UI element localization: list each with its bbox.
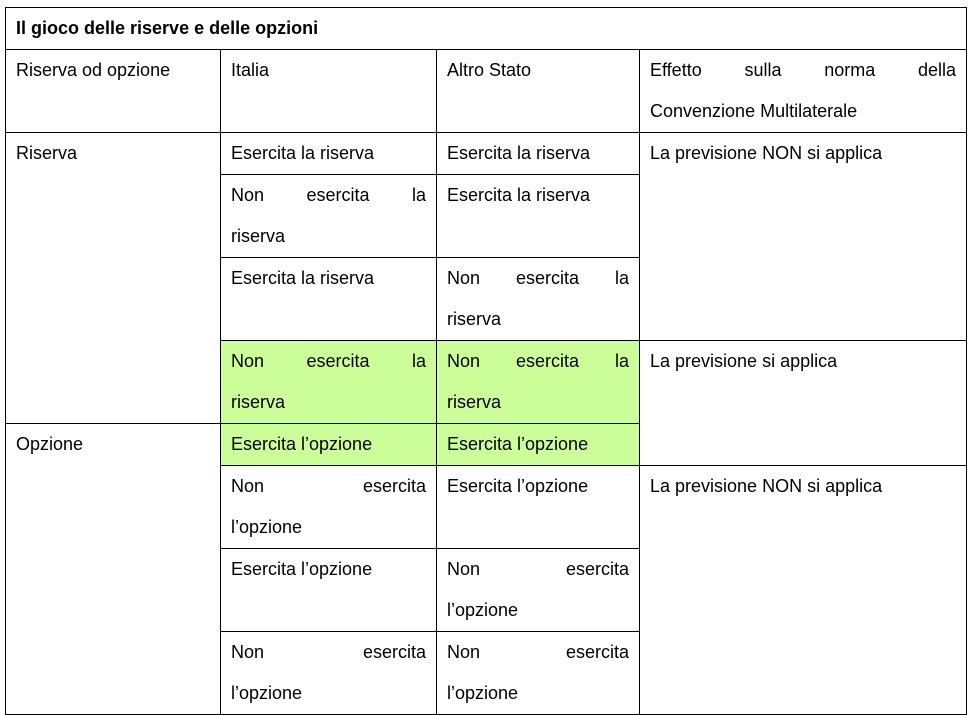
cell-text-line1: Non esercita la (231, 185, 426, 205)
cell-text-line2: riserva (447, 392, 502, 412)
cell-text-line1: Non esercita (231, 476, 426, 496)
cell-text-line1: Non esercita (231, 642, 426, 662)
effect-non-applica: La previsione NON si applica (640, 133, 967, 341)
cell-text-line2: l’opzione (447, 600, 519, 620)
cell-text-line2: l’opzione (231, 683, 303, 703)
cell-text-line1: Non esercita la (447, 351, 629, 371)
header-row (6, 50, 967, 133)
cell-altro-highlighted: Esercita l’opzione (437, 424, 640, 466)
cell-altro-highlighted (437, 341, 640, 424)
group-riserva: Riserva (6, 133, 221, 424)
cell-italia: Esercita la riserva (221, 258, 437, 341)
title-row (6, 8, 967, 50)
header-italia: Italia (221, 50, 437, 133)
cell-altro: Esercita la riserva (437, 175, 640, 258)
header-altro-stato: Altro Stato (437, 50, 640, 133)
cell-text-line2: riserva (231, 226, 286, 246)
header-effect-line2: Convenzione Multilaterale (650, 101, 858, 121)
cell-altro (437, 632, 640, 715)
cell-italia-highlighted: Esercita l’opzione (221, 424, 437, 466)
table-row (6, 133, 967, 175)
cell-altro: Esercita la riserva (437, 133, 640, 175)
cell-italia (221, 175, 437, 258)
cell-altro (437, 549, 640, 632)
cell-altro: Esercita l’opzione (437, 466, 640, 549)
effect-applica: La previsione si applica (640, 341, 967, 466)
cell-text-line1: Non esercita la (447, 268, 629, 288)
cell-text-line1: Non esercita la (231, 351, 426, 371)
cell-italia: Esercita l’opzione (221, 549, 437, 632)
cell-altro (437, 258, 640, 341)
cell-italia (221, 632, 437, 715)
table-title: Il gioco delle riserve e delle opzioni (6, 8, 967, 50)
cell-italia-highlighted (221, 341, 437, 424)
header-reserve-or-option: Riserva od opzione (6, 50, 221, 133)
cell-text-line2: riserva (231, 392, 286, 412)
cell-italia: Esercita la riserva (221, 133, 437, 175)
reserves-options-table (5, 7, 967, 715)
cell-text-line2: riserva (447, 309, 502, 329)
cell-text-line1: Non esercita (447, 642, 629, 662)
group-opzione: Opzione (6, 424, 221, 715)
cell-text-line2: l’opzione (231, 517, 303, 537)
cell-text-line1: Non esercita (447, 559, 629, 579)
effect-non-applica: La previsione NON si applica (640, 466, 967, 715)
cell-italia (221, 466, 437, 549)
header-effect (640, 50, 967, 133)
header-effect-line1: Effetto sulla norma della (650, 60, 957, 80)
cell-text-line2: l’opzione (447, 683, 519, 703)
